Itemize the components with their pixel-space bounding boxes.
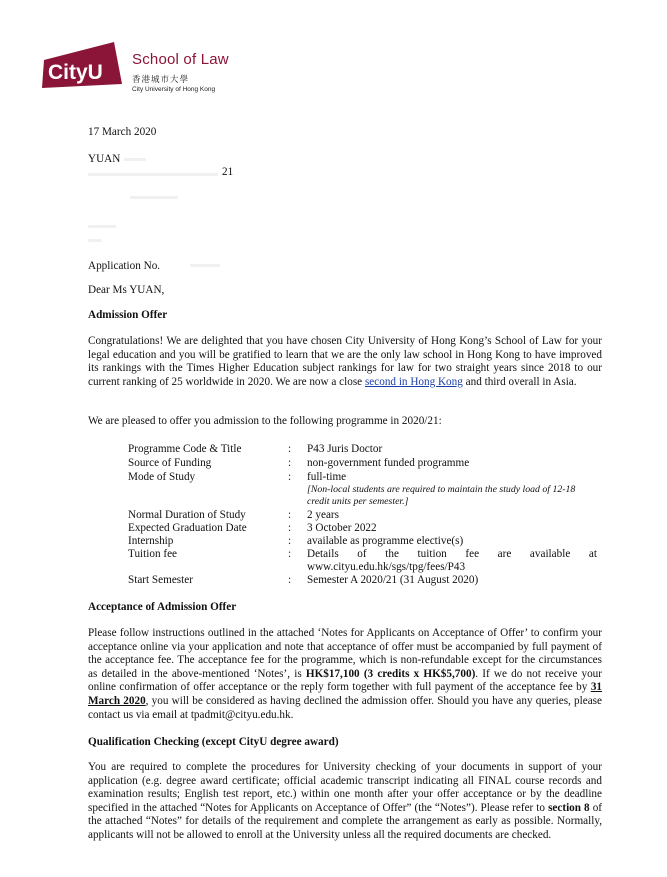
mode-note-line2: credit units per semester.] bbox=[307, 496, 409, 507]
chinese-university-name: 香港城市大學 bbox=[132, 75, 190, 85]
redacted-text bbox=[124, 158, 146, 161]
tuition-fee-url: www.cityu.edu.hk/sgs/tpg/fees/P43 bbox=[307, 561, 466, 573]
letter-date: 17 March 2020 bbox=[88, 126, 157, 138]
row-label: Expected Graduation Date bbox=[128, 522, 247, 534]
qualification-heading: Qualification Checking (except CityU degree award) bbox=[88, 736, 339, 748]
acceptance-text-b: . If we do not receive your online confirmation of offer acceptance or the reply form together with full payment of the acceptance fee by bbox=[88, 667, 602, 694]
row-colon: : bbox=[288, 471, 292, 483]
row-value: P43 Juris Doctor bbox=[307, 443, 383, 455]
row-label: Tuition fee bbox=[128, 548, 177, 560]
row-colon: : bbox=[288, 522, 292, 534]
second-in-hong-kong-link[interactable]: second in Hong Kong bbox=[364, 375, 463, 388]
row-value: Semester A 2020/21 (31 August 2020) bbox=[307, 574, 479, 586]
recipient-address-fragment: 21 bbox=[222, 166, 234, 178]
redacted-text bbox=[88, 225, 116, 228]
row-value: available as programme elective(s) bbox=[307, 535, 464, 547]
row-value: Details of the tuition fee are available at bbox=[307, 548, 597, 560]
row-label: Internship bbox=[128, 535, 174, 547]
redacted-text bbox=[88, 173, 218, 176]
intro-text: Congratulations! We are delighted that you have chosen City University of Hong Kong’s School of Law for your legal education and you will be gratified to learn that we are the only law school in Hong Kong to have improved its rankings with the Times Higher Education subject rankings for law for two straight years since 2018 to our current ranking of 25 worldwide in 2020. We are now a close bbox=[88, 335, 602, 388]
qualification-paragraph bbox=[88, 761, 602, 843]
redacted-text bbox=[130, 196, 178, 199]
mode-note-line1: [Non-local students are required to maintain the study load of 12-18 bbox=[307, 484, 576, 495]
row-label: Programme Code & Title bbox=[128, 443, 242, 455]
qualification-text-b: of the attached “Notes” for details of the requirement and complete the arrangement as early as possible. Normally, applicants will not be allowed to enroll at the University unless all the required documents are checked. bbox=[88, 801, 603, 841]
acceptance-text-c: , you will be considered as having declined the admission offer. Should you have any queries, please contact us via email at tpadmit@cityu.edu.hk. bbox=[88, 694, 602, 721]
application-number-label: Application No. bbox=[88, 260, 161, 272]
qualification-text-a: You are required to complete the procedures for University checking of your documents in support of your application (e.g. degree award certificate; official academic transcript indicating all FINAL course records and examination results; English test report, etc.) within one month after your offer acceptance or by the deadline specified in the attached “Notes for Applicants on Acceptance of Offer” (the “Notes”). Please refer to bbox=[88, 761, 602, 814]
qualification-section: section 8 bbox=[548, 801, 590, 814]
university-name: City University of Hong Kong bbox=[132, 86, 216, 93]
salutation: Dear Ms YUAN, bbox=[88, 284, 165, 296]
acceptance-heading: Acceptance of Admission Offer bbox=[88, 601, 237, 613]
school-name: School of Law bbox=[132, 51, 229, 68]
row-label: Source of Funding bbox=[128, 457, 212, 469]
row-colon: : bbox=[288, 535, 292, 547]
recipient-name: YUAN bbox=[88, 153, 121, 165]
acceptance-paragraph bbox=[88, 627, 602, 722]
redacted-text bbox=[190, 264, 220, 267]
offer-intro: We are pleased to offer you admission to the following programme in 2020/21: bbox=[88, 415, 442, 427]
acceptance-deadline: 31 March 2020 bbox=[88, 681, 602, 707]
row-value: non-government funded programme bbox=[307, 457, 470, 469]
row-colon: : bbox=[288, 548, 292, 560]
redacted-text bbox=[88, 239, 102, 242]
intro-tail: and third overall in Asia. bbox=[465, 375, 577, 388]
cityu-logo bbox=[36, 38, 126, 90]
acceptance-fee: HK$17,100 (3 credits x HK$5,700) bbox=[305, 667, 476, 680]
row-colon: : bbox=[288, 509, 292, 521]
subject-heading: Admission Offer bbox=[88, 309, 168, 321]
row-colon: : bbox=[288, 457, 292, 469]
intro-paragraph bbox=[88, 335, 602, 389]
row-colon: : bbox=[288, 574, 292, 586]
row-value: full-time bbox=[307, 471, 347, 483]
row-label: Mode of Study bbox=[128, 471, 196, 483]
row-label: Start Semester bbox=[128, 574, 193, 586]
row-value: 3 October 2022 bbox=[307, 522, 377, 534]
acceptance-text-a: Please follow instructions outlined in the attached ‘Notes for Applicants on Acceptance of Offer’ to confirm your acceptance online via your application and note that acceptance of offer must be accompanied by full payment of the acceptance fee. The acceptance fee for the programme, which is non-refundable except for the circumstances as detailed in the above-mentioned ‘Notes’, is bbox=[88, 627, 602, 680]
row-colon: : bbox=[288, 443, 292, 455]
row-label: Normal Duration of Study bbox=[128, 509, 246, 521]
logo-text: CityU bbox=[48, 61, 103, 84]
row-value: 2 years bbox=[307, 509, 339, 521]
